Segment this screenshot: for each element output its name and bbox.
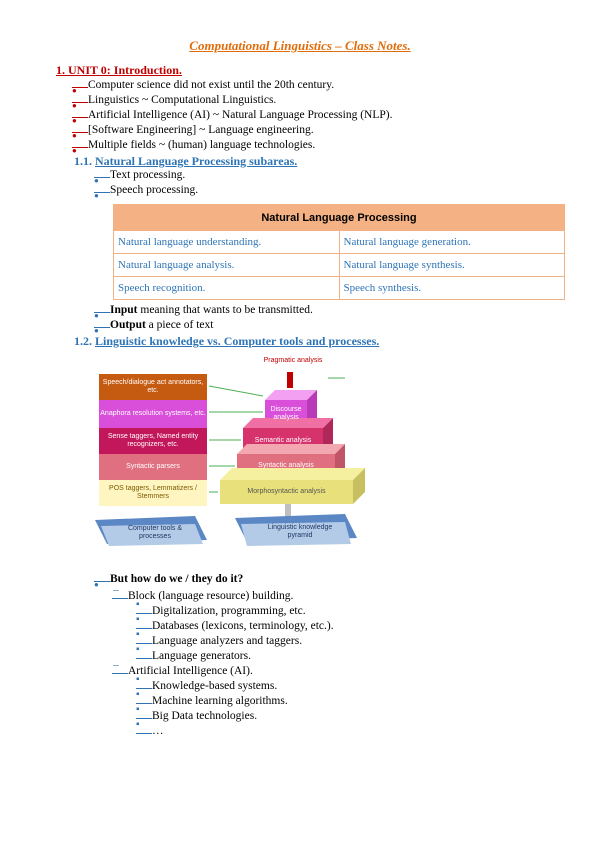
square-bullet-icon (136, 618, 152, 629)
bullet-icon (94, 312, 110, 313)
list-item: ●Output a piece of text (94, 319, 213, 331)
pyramid-layer: Semantic analysis (254, 437, 312, 444)
pyramid-layer: Discourse analysis (270, 406, 302, 421)
list-item: ▪Knowledge-based systems. (136, 678, 277, 692)
list-item: ●Artificial Intelligence (AI) ~ Natural Language Processing (NLP). (72, 109, 392, 121)
square-bullet-icon (136, 693, 152, 704)
section-heading-1-1: 1.1. Natural Language Processing subareas. (74, 154, 298, 168)
pragmatic-label: Pragmatic analysis (263, 357, 323, 364)
square-bullet-icon (136, 603, 152, 614)
linguistic-pyramid-diagram (95, 348, 370, 563)
list-item: ●Linguistics ~ Computational Linguistics. (72, 94, 276, 106)
square-bullet-icon (136, 708, 152, 719)
square-bullet-icon (136, 723, 152, 734)
list-item: ●Input meaning that wants to be transmitted. (94, 304, 313, 316)
list-item: ●Computer science did not exist until the 20th century. (72, 79, 334, 91)
list-item: ▪Language generators. (136, 648, 251, 662)
dash-icon (112, 588, 128, 599)
list-item: ▪Databases (lexicons, terminology, etc.). (136, 618, 334, 632)
square-bullet-icon (136, 678, 152, 689)
bullet-icon (72, 117, 88, 118)
right-banner: Linguistic knowledge pyramid (267, 524, 333, 539)
list-item: ▪Language analyzers and taggers. (136, 633, 302, 647)
list-item: ●Multiple fields ~ (human) language technologies. (72, 139, 315, 151)
list-item: ▪Digitalization, programming, etc. (136, 603, 306, 617)
dash-icon (112, 663, 128, 674)
bullet-icon (94, 192, 110, 193)
list-item: –Artificial Intelligence (AI). (112, 663, 253, 677)
nlp-table (113, 204, 565, 300)
table-row: Speech recognition. Speech synthesis. (114, 277, 565, 300)
square-bullet-icon (136, 633, 152, 644)
bullet-icon (72, 147, 88, 148)
table-header: Natural Language Processing (114, 205, 565, 231)
list-item: –Block (language resource) building. (112, 588, 293, 602)
unit-heading: 1. UNIT 0: Introduction. (56, 63, 182, 77)
bullet-icon (94, 177, 110, 178)
tool-box: Anaphora resolution systems, etc. (100, 410, 206, 417)
list-item: ▪Big Data technologies. (136, 708, 257, 722)
page-title: Computational Linguistics – Class Notes. (189, 38, 411, 53)
list-item: ●Speech processing. (94, 184, 198, 196)
tool-box: Speech/dialogue act annotators, etc. (102, 379, 204, 394)
section-heading-1-2: 1.2. Linguistic knowledge vs. Computer tools and processes. (74, 334, 380, 348)
list-item: ●But how do we / they do it? (94, 573, 243, 585)
bullet-icon (72, 132, 88, 133)
tool-box: Syntactic parsers (126, 463, 180, 470)
tool-box: Sense taggers, Named entity recognizers, etc. (107, 433, 199, 448)
left-banner: Computer tools & processes (127, 525, 183, 540)
pyramid-layer: Syntactic analysis (258, 462, 314, 469)
table-row: Natural language analysis. Natural language synthesis. (114, 254, 565, 277)
list-item: ●[Software Engineering] ~ Language engineering. (72, 124, 314, 136)
list-item: ▪Machine learning algorithms. (136, 693, 288, 707)
tool-box: POS taggers, Lemmatizers / Stemmers (109, 485, 197, 500)
bullet-icon (72, 102, 88, 103)
square-bullet-icon (136, 648, 152, 659)
bullet-icon (72, 87, 88, 88)
list-item: ▪… (136, 723, 164, 737)
pyramid-layer: Morphosyntactic analysis (247, 488, 326, 495)
list-item: ●Text processing. (94, 169, 185, 181)
bullet-icon (94, 327, 110, 328)
table-row: Natural language understanding. Natural language generation. (114, 231, 565, 254)
bullet-icon (94, 581, 110, 582)
